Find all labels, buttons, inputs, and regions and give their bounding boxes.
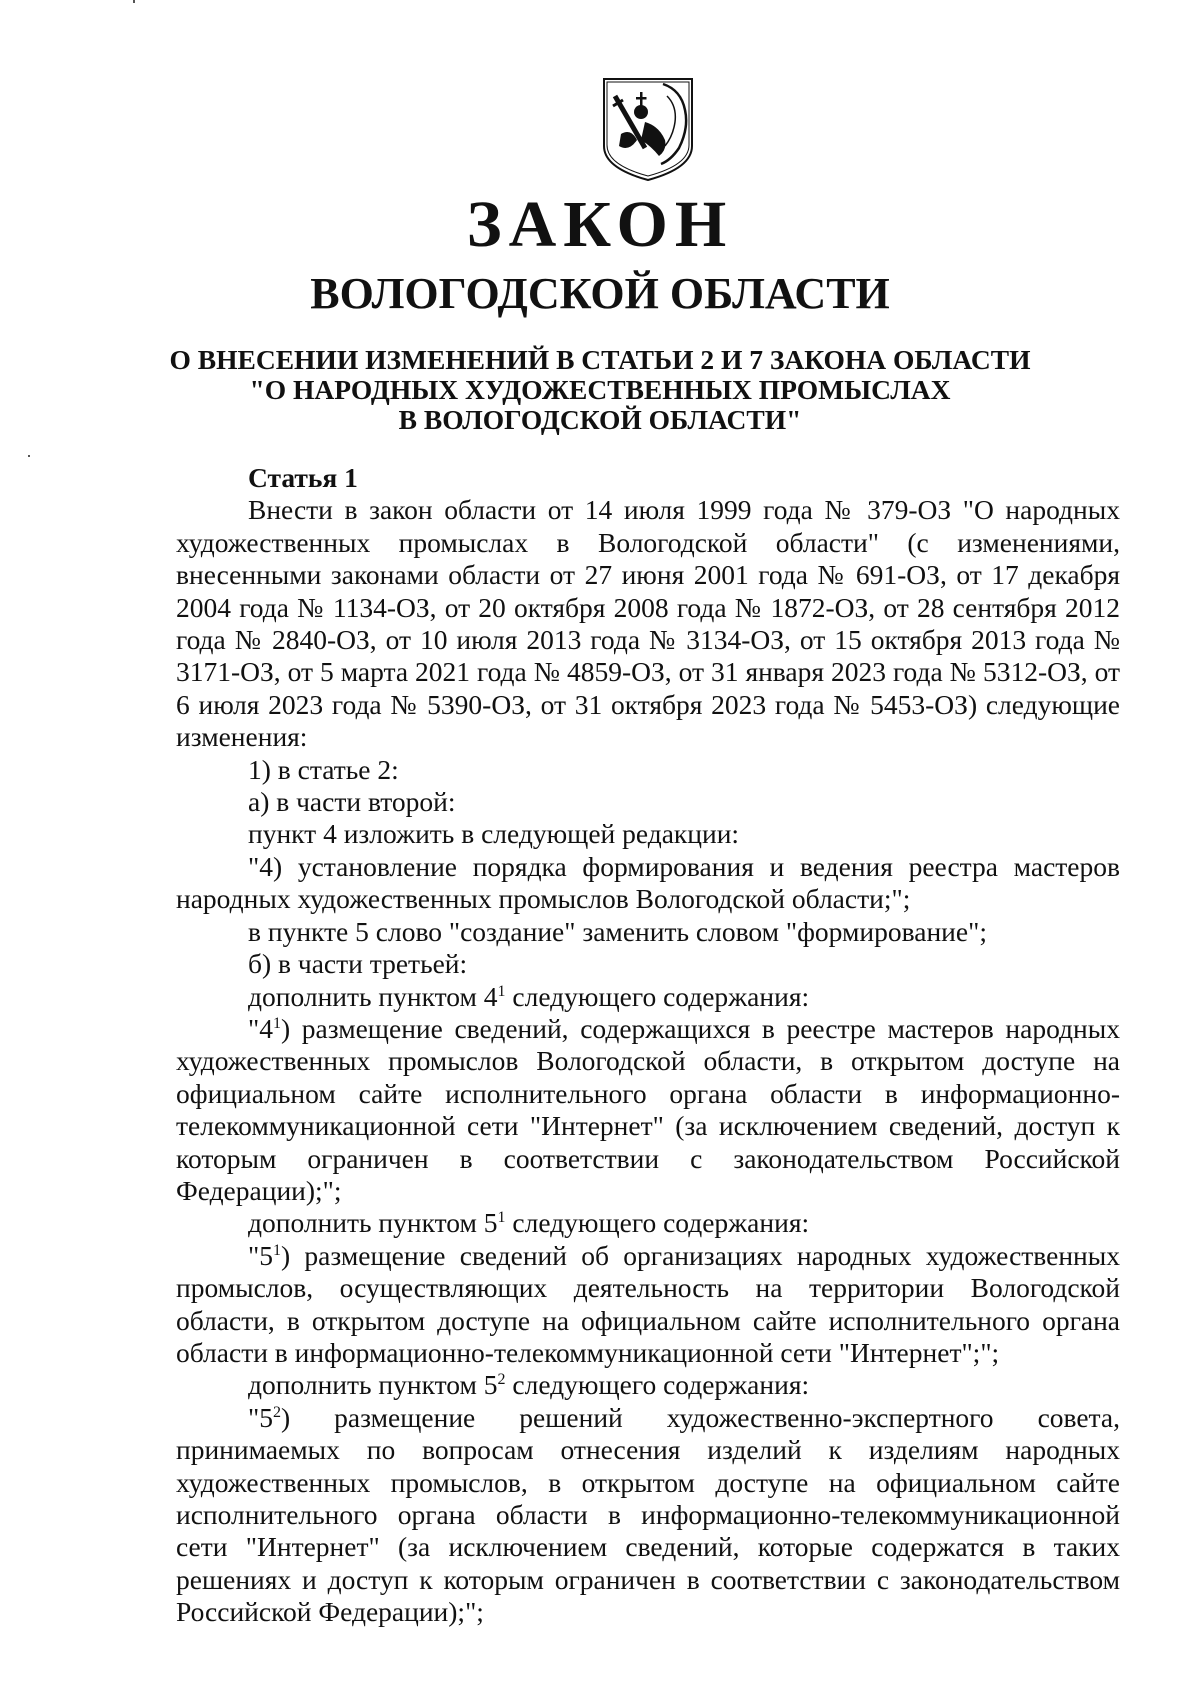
list-item: [176, 1369, 1120, 1401]
text-run: "4: [248, 1012, 273, 1044]
list-item: [176, 1207, 1120, 1239]
vologda-coat-of-arms-icon: [601, 76, 695, 182]
law-body: [176, 462, 1120, 1629]
subject-line: "О НАРОДНЫХ ХУДОЖЕСТВЕННЫХ ПРОМЫСЛАХ: [249, 374, 951, 405]
superscript: 1: [497, 982, 506, 1000]
list-item: а) в части второй:: [248, 786, 456, 818]
law-title: ЗАКОН: [466, 188, 734, 261]
subject-line: О ВНЕСЕНИИ ИЗМЕНЕНИЙ В СТАТЬИ 2 И 7 ЗАКОНА ОБЛАСТИ: [169, 344, 1031, 375]
superscript: 1: [272, 1241, 281, 1259]
text-run: дополнить пунктом 5: [248, 1207, 498, 1239]
text-run: "5: [248, 1239, 273, 1271]
superscript: 1: [497, 1209, 506, 1227]
superscript: 1: [272, 1014, 281, 1032]
scan-artifact: [28, 455, 30, 457]
text-run: ) размещение сведений, содержащихся в реестре мастеров народных художественных промыслов Вологодской области, в открытом доступе на официальном сайте исполнительного органа области в информационно-телекоммуникационной сети "Интернет" (за исключением сведений, доступ к которым ограничен в соответствии с законодательством Российской Федерации);";: [176, 1012, 1120, 1206]
subject-line: В ВОЛОГОДСКОЙ ОБЛАСТИ": [398, 404, 802, 435]
text-run: ) размещение сведений об организациях народных художественных промыслов, осуществляющих деятельность на территории Вологодской области, в открытом доступе на официальном сайте исполнительного органа области в информационно-телекоммуникационной сети "Интернет";";: [176, 1239, 1120, 1368]
list-item: [176, 981, 1120, 1013]
region-title: ВОЛОГОДСКОЙ ОБЛАСТИ: [310, 269, 890, 318]
list-item: 1) в статье 2:: [248, 753, 399, 785]
quoted-paragraph: [176, 1402, 1120, 1629]
list-item: б) в части третьей:: [248, 948, 468, 980]
text-run: дополнить пунктом 4: [248, 980, 498, 1012]
article-heading: Статья 1: [248, 462, 358, 493]
text-run: следующего содержания:: [505, 1369, 810, 1401]
superscript: 2: [272, 1403, 281, 1421]
quoted-paragraph: [176, 1240, 1120, 1370]
list-item: в пункте 5 слово "создание" заменить словом "формирование";: [248, 915, 987, 947]
quoted-paragraph: "4) установление порядка формирования и ведения реестра мастеров народных художественных промыслов Вологодской области;";: [176, 850, 1120, 915]
superscript: 2: [497, 1371, 506, 1389]
text-run: следующего содержания:: [505, 1207, 810, 1239]
quoted-paragraph: [176, 1013, 1120, 1207]
scan-artifact: [133, 0, 135, 3]
text-run: "5: [248, 1401, 273, 1433]
article-intro-paragraph: Внести в закон области от 14 июля 1999 года № 379-ОЗ "О народных художественных промыслах в Вологодской области" (с изменениями, внесенными законами области от 27 июня 2001 года № 691-ОЗ, от 17 декабря 2004 года № 1134-ОЗ, от 20 октября 2008 года № 1872-ОЗ, от 28 сентября 2012 года № 2840-ОЗ, от 10 июля 2013 года № 3134-ОЗ, от 15 октября 2013 года № 3171-ОЗ, от 5 марта 2021 года № 4859-ОЗ, от 31 января 2023 года № 5312-ОЗ, от 6 июля 2023 года № 5390-ОЗ, от 31 октября 2023 года № 5453-ОЗ) следующие изменения:: [176, 494, 1120, 753]
text-run: ) размещение решений художественно-экспертного совета, принимаемых по вопросам отнесения изделий к изделиям народных художественных промыслов, в открытом доступе на официальном сайте исполнительного органа области в информационно-телекоммуникационной сети "Интернет" (за исключением сведений, которые содержатся в таких решениях и доступ к которым ограничен в соответствии с законодательством Российской Федерации);";: [176, 1401, 1120, 1628]
text-run: следующего содержания:: [505, 980, 810, 1012]
law-subject: [150, 345, 1050, 435]
text-run: дополнить пунктом 5: [248, 1369, 498, 1401]
list-item: пункт 4 изложить в следующей редакции:: [248, 818, 740, 850]
